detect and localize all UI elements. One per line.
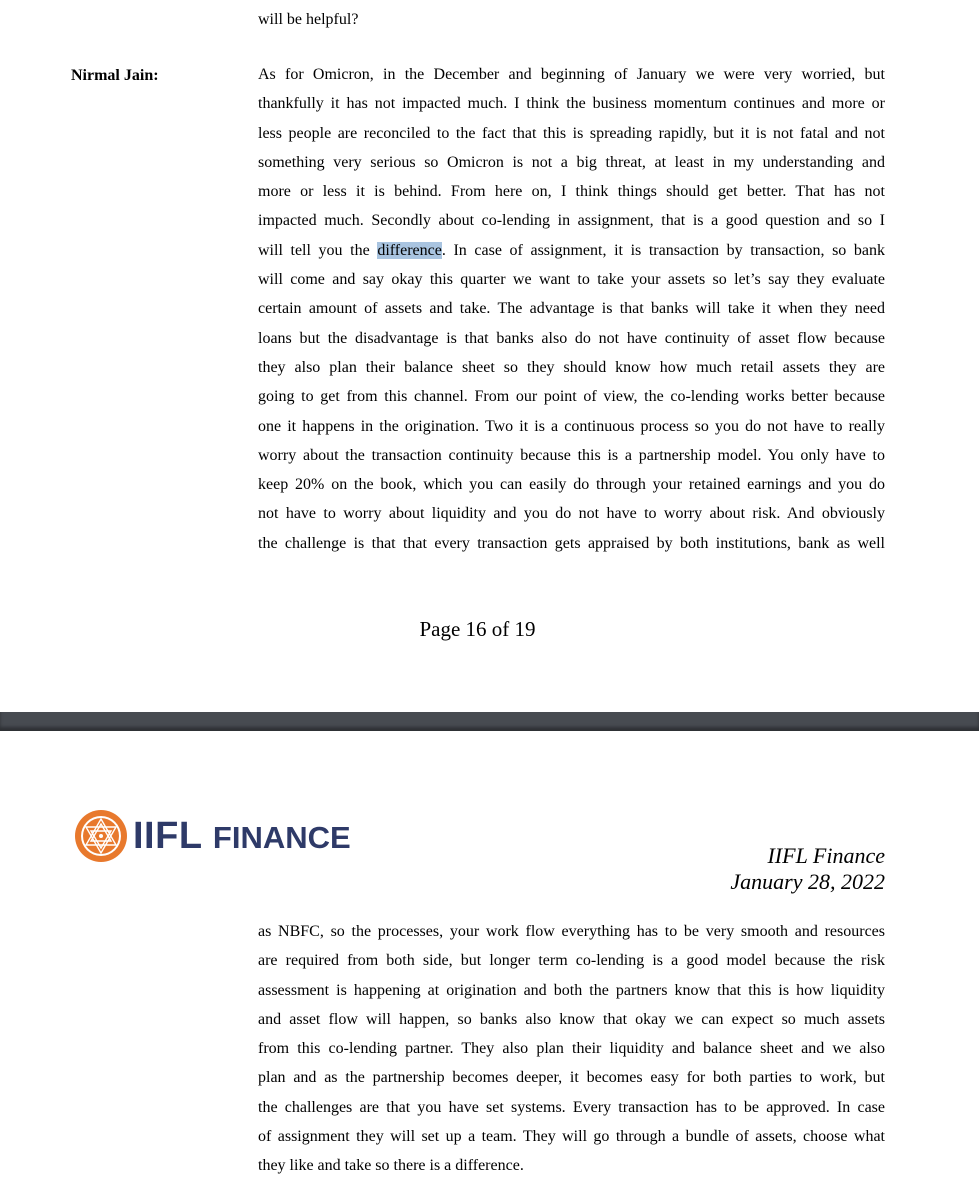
paragraph-line: assessment is happening at origination and both the partners know that this is how liquidity [258, 981, 885, 999]
paragraph-line: and asset flow will happen, so banks also know that okay we can expect so much assets [258, 1010, 885, 1028]
paragraph-line: of assignment they will set up a team. They will go through a bundle of assets, choose what [258, 1128, 885, 1146]
page-number: Page 16 of 19 [419, 617, 536, 641]
paragraph-line: As for Omicron, in the December and beginning of January we were very worried, but [258, 66, 885, 83]
paragraph-line: less people are reconciled to the fact that this is spreading rapidly, but it is not fatal and not [258, 124, 885, 142]
paragraph-line: as NBFC, so the processes, your work flow everything has to be very smooth and resources [258, 923, 885, 940]
paragraph-line: plan and as the partnership becomes deeper, it becomes easy for both parties to work, but [258, 1069, 885, 1087]
search-highlight: difference [377, 241, 442, 259]
sri-yantra-logo-icon [74, 809, 128, 863]
page-separator [0, 712, 979, 731]
paragraph-line: something very serious so Omicron is not a big threat, at least in my understanding and [258, 153, 885, 171]
running-header [730, 843, 885, 895]
logo-wordmark: IIFL FINANCE [133, 815, 351, 857]
company-logo [74, 809, 354, 863]
top-line: will be helpful? [258, 11, 359, 28]
document-page-17 [0, 731, 979, 1200]
paragraph-line: going to get from this channel. From our point of view, the co-lending works better because [258, 388, 885, 406]
paragraph-line: keep 20% on the book, which you can easily do through your retained earnings and you do [258, 476, 885, 494]
header-company: IIFL Finance [767, 843, 885, 868]
paragraph-line: thankfully it has not impacted much. I think the business momentum continues and more or [258, 95, 885, 113]
paragraph-line: worry about the transaction continuity because this is a partnership model. You only have to [258, 446, 885, 464]
paragraph-line: will come and say okay this quarter we want to take your assets so let’s say they evaluate [258, 271, 885, 289]
paragraph-line: the challenges are that you have set systems. Every transaction has to be approved. In case [258, 1098, 885, 1116]
paragraph-line: not have to worry about liquidity and you do not have to worry about risk. And obviously [258, 505, 885, 523]
paragraph-line: one it happens in the origination. Two it is a continuous process so you do not have to really [258, 417, 885, 435]
paragraph-line: are required from both side, but longer term co-lending is a good model because the risk [258, 952, 885, 970]
paragraph-line: more or less it is behind. From here on, I think things should get better. That has not [258, 183, 885, 201]
paragraph-line: impacted much. Secondly about co-lending in assignment, that is a good question and so I [258, 212, 885, 230]
header-date: January 28, 2022 [730, 869, 885, 894]
paragraph-line: certain amount of assets and take. The advantage is that banks will take it when they need [258, 300, 885, 318]
speaker-name: Nirmal Jain: [71, 67, 159, 84]
speaker-paragraph [258, 60, 885, 558]
paragraph-line: loans but the disadvantage is that banks also do not have continuity of asset flow because [258, 329, 885, 347]
paragraph-line: they like and take so there is a difference. [258, 1157, 524, 1175]
paragraph-line: from this co-lending partner. They also plan their liquidity and balance sheet and we also [258, 1040, 885, 1058]
paragraph-line: will tell you the difference. In case of assignment, it is transaction by transaction, so bank [258, 241, 886, 259]
paragraph-line: the challenge is that that every transaction gets appraised by both institutions, bank as well [258, 534, 885, 552]
paragraph-line: they also plan their balance sheet so they should know how much retail assets they are [258, 358, 885, 376]
continued-paragraph [258, 917, 885, 1181]
